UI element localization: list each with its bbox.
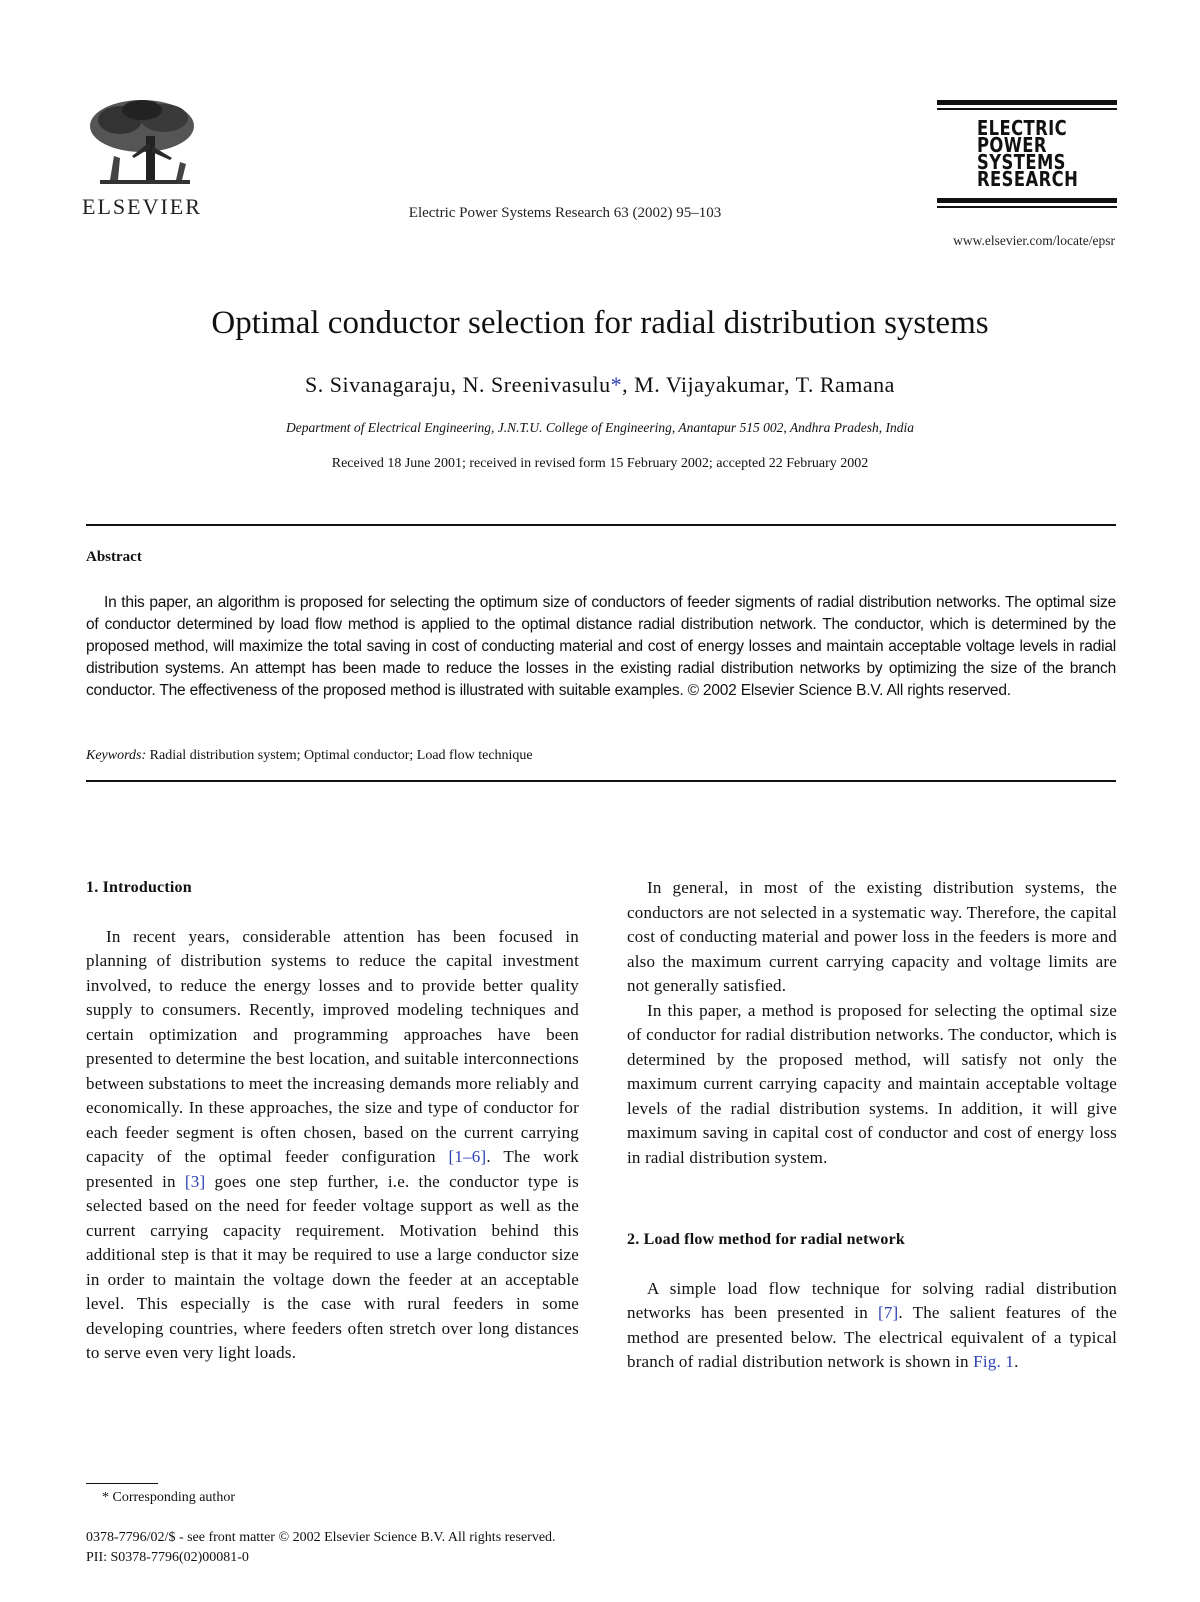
journal-logo-title [977, 116, 1092, 191]
journal-reference: Electric Power Systems Research 63 (2002) 95–103 [408, 205, 722, 221]
citation-link[interactable]: [3] [184, 1171, 206, 1191]
tree-emblem-icon [80, 96, 204, 196]
paragraph: In general, in most of the existing distribution systems, the conductors are not selected in a systematic way. Therefore, the capital cost of conducting material and power loss in the feeders is more and also the maximum current carrying capacity and voltage limits are not generally satisfied. [627, 878, 1117, 995]
journal-logo-line: SYSTEMS [977, 150, 1066, 174]
section-2-heading: 2. Load flow method for radial network [627, 1231, 905, 1248]
paragraph: In this paper, a method is proposed for selecting the optimal size of conductor for radial distribution networks. The conductor, which is determined by the proposed method, will satisfy not only the maximum current carrying capacity and maintain acceptable voltage levels of the radial distribution systems. In addition, it will give maximum saving in capital cost of conductor and cost of energy loss in radial distribution system. [627, 1000, 1117, 1167]
footnote: * Corresponding author [102, 1490, 235, 1505]
journal-logo [937, 100, 1117, 224]
article-history: Received 18 June 2001; received in revised form 15 February 2002; accepted 22 February 2002 [331, 456, 869, 471]
journal-url-link[interactable]: www.elsevier.com/locate/epsr [953, 233, 1115, 248]
abstract-bottom-rule [86, 780, 1116, 782]
journal-logo-line: POWER [977, 133, 1047, 157]
keywords-label: Keywords: [86, 748, 147, 763]
keywords-list: Radial distribution system; Optimal conductor; Load flow technique [149, 748, 533, 763]
abstract-body: In this paper, an algorithm is proposed for selecting the optimum size of conductors of feeder sigments of radial distribution networks. The optimal size of conductor determined by load flow method is applied to the optimal distance radial distribution network. The conductor, which is determined by the proposed method, will maximize the total saving in cost of conducting material and cost of energy losses and maintain acceptable voltage levels in radial distribution systems. An attempt has been made to reduce the losses in the existing radial distribution networks by optimizing the size of the branch conductor. The effectiveness of the proposed method is illustrated with suitable examples. © 2002 Elsevier Science B.V. All rights reserved. [86, 594, 1116, 699]
corresponding-author-link[interactable]: * [610, 372, 623, 397]
paragraph-text: goes one step further, i.e. the conductor type is selected based on the need for feeder voltage support as well as the current carrying capacity requirement. Motivation behind this additional step is that it may be required to use a large conductor size in order to maintain the voltage down the feeder at an acceptable level. This especially is the case with rural feeders in some developing countries, where feeders often stretch over long distances to serve even very light loads. [86, 1171, 579, 1362]
copyright [86, 1528, 556, 1568]
paragraph-text: . The work presented in [86, 1147, 579, 1191]
journal-logo-rule-top-thin [937, 108, 1117, 110]
journal-logo-rule-bottom [937, 198, 1117, 203]
footnote-rule [86, 1483, 158, 1484]
pii-line: PII: S0378-7796(02)00081-0 [86, 1550, 249, 1565]
journal-logo-line: ELECTRIC [977, 116, 1068, 140]
paragraph [627, 1277, 1117, 1375]
left-column [86, 876, 579, 1366]
citation-link[interactable]: [7] [877, 1303, 899, 1322]
authors-after: , M. Vijayakumar, T. Ramana [622, 372, 895, 397]
journal-logo-rule-bottom-thin [937, 206, 1117, 208]
paragraph-text: A simple load flow technique for solving radial distribution networks has been presented in [627, 1278, 1117, 1322]
copyright-line: 0378-7796/02/$ - see front matter © 2002 Elsevier Science B.V. All rights reserved. [86, 1530, 556, 1545]
paragraph-text: . The salient features of the method are presented below. The electrical equivalent of a typical branch of radial distribution network is shown in [627, 1303, 1118, 1371]
authors-before: S. Sivanagaraju, N. Sreenivasulu [305, 372, 611, 397]
right-column [627, 876, 1117, 1375]
affiliation: Department of Electrical Engineering, J.N.T.U. College of Engineering, Anantapur 515 002, Andhra Pradesh, India [285, 420, 915, 435]
journal-logo-line: RESEARCH [977, 167, 1079, 191]
elsevier-logo [80, 96, 204, 220]
abstract-top-rule [86, 524, 1116, 526]
section-1-heading: 1. Introduction [86, 879, 192, 896]
paragraph-text: In recent years, considerable attention has been focused in planning of distribution systems to reduce the capital investment involved, to reduce the energy losses and to provide better quality supply to consumers. Recently, improved modeling techniques and certain optimization and programming approaches have been presented to determine the best location, and suitable interconnections between substations to meet the increasing demands more reliably and economically. In these approaches, the size and type of conductor for each feeder segment is often chosen, based on the current carrying capacity of the optimal feeder configuration [86, 926, 579, 1166]
paragraph [86, 925, 579, 1366]
author-list [0, 372, 1200, 398]
article-title: Optimal conductor selection for radial distribution systems [211, 305, 989, 341]
citation-link[interactable]: [1–6] [448, 1147, 487, 1166]
journal-logo-rule-top [937, 100, 1117, 105]
paragraph-text: . [1014, 1352, 1019, 1371]
publisher-name: ELSEVIER [82, 194, 202, 219]
figure-link[interactable]: Fig. 1 [973, 1352, 1015, 1371]
keywords [86, 748, 533, 764]
abstract-heading: Abstract [86, 549, 142, 565]
